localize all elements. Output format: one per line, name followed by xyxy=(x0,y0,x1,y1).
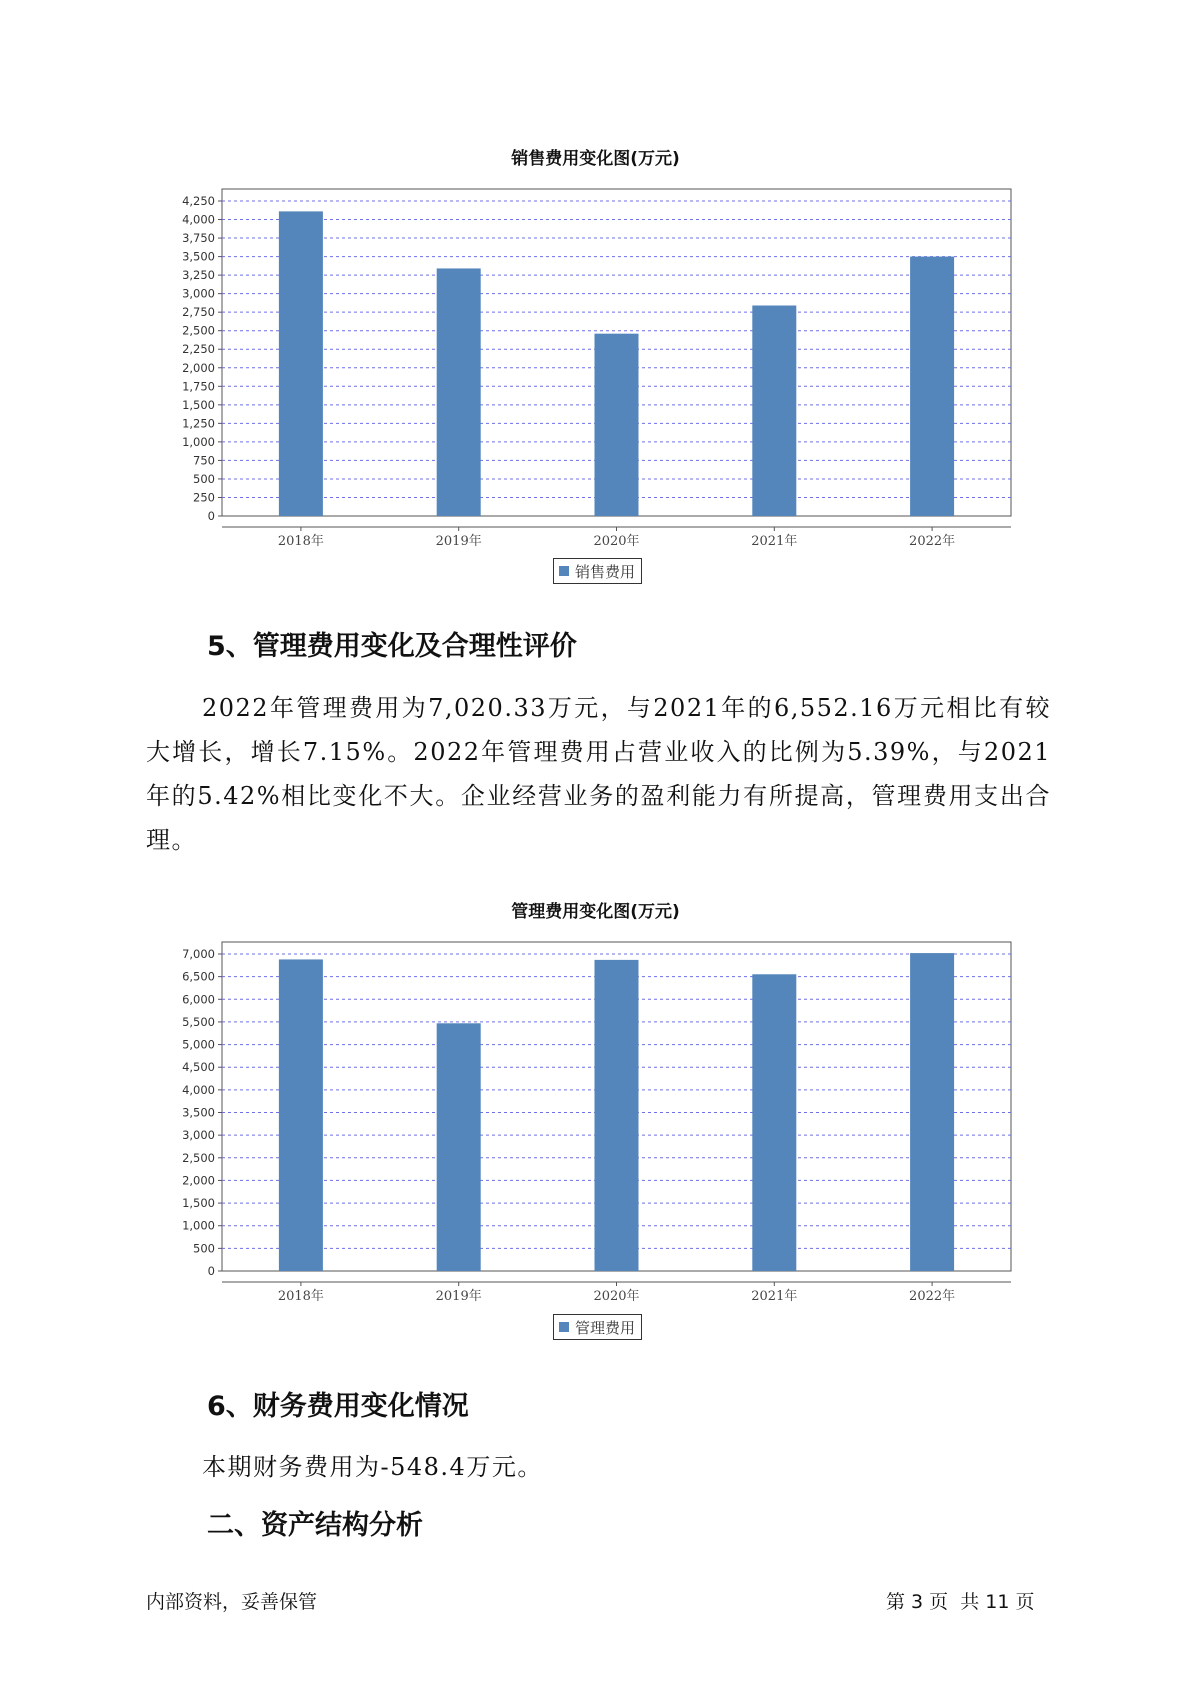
chart2-ytick-label: 1,000 xyxy=(182,1218,215,1233)
heading-finance-expense: 6、财务费用变化情况 xyxy=(207,1391,469,1422)
chart2-legend xyxy=(553,1314,642,1340)
chart2-ytick-label: 500 xyxy=(193,1241,215,1256)
heading-admin-expense: 5、管理费用变化及合理性评价 xyxy=(207,631,577,662)
chart2-xtick-label: 2018年 xyxy=(277,1289,324,1304)
chart2-bar xyxy=(437,1023,481,1271)
chart2-ytick-label: 6,000 xyxy=(182,992,215,1007)
chart2-xtick-label: 2022年 xyxy=(909,1289,956,1304)
chart2-ytick-label: 4,000 xyxy=(182,1082,215,1097)
chart2-ytick-label: 3,500 xyxy=(182,1105,215,1120)
chart1-title: 销售费用变化图(万元) xyxy=(511,149,680,169)
chart1-ytick-label: 2,000 xyxy=(182,360,215,375)
chart2-xtick-label: 2021年 xyxy=(751,1289,798,1304)
footer-note: 内部资料，妥善保管 xyxy=(146,1591,318,1613)
chart2-ytick-label: 0 xyxy=(207,1264,215,1278)
page-number: 第 3 页 共 11 页 xyxy=(886,1591,1035,1613)
chart1-xtick-label: 2020年 xyxy=(593,534,640,549)
chart1-ytick-label: 2,500 xyxy=(182,323,215,338)
heading-asset-structure: 二、资产结构分析 xyxy=(207,1510,423,1541)
chart1-ytick-label: 4,250 xyxy=(182,194,215,208)
chart1-ytick-label: 1,000 xyxy=(182,434,215,449)
paragraph-finance-expense: 本期财务费用为-548.4万元。 xyxy=(202,1453,543,1481)
chart1-ytick-label: 1,500 xyxy=(182,397,215,412)
chart2-ytick-label: 6,500 xyxy=(182,969,215,984)
chart2-bar xyxy=(910,953,954,1271)
chart1-xtick-label: 2019年 xyxy=(435,534,482,549)
chart2-ytick-label: 2,500 xyxy=(182,1150,215,1165)
chart2-ytick-label: 2,000 xyxy=(182,1173,215,1188)
paragraph-admin-expense: 2022年管理费用为7,020.33万元，与2021年的6,552.16万元相比有较大增长，增长7.15%。2022年管理费用占营业收入的比例为5.39%，与2021年的5.42%相比变化不大。企业经营业务的盈利能力有所提高，管理费用支出合理。 xyxy=(146,694,1051,854)
chart1-legend-label: 销售费用 xyxy=(575,562,636,581)
chart1-ytick-label: 1,250 xyxy=(182,416,215,431)
chart2-ytick-label: 4,500 xyxy=(182,1060,215,1075)
chart1-xtick-label: 2021年 xyxy=(751,534,798,549)
chart1-ytick-label: 3,500 xyxy=(182,249,215,264)
chart1-ytick-label: 4,000 xyxy=(182,212,215,227)
chart2-ytick-label: 1,500 xyxy=(182,1196,215,1211)
chart2-ytick-label: 5,500 xyxy=(182,1014,215,1029)
legend-swatch xyxy=(559,1322,569,1332)
chart2-bar xyxy=(595,960,639,1271)
chart1-ytick-label: 3,250 xyxy=(182,268,215,283)
chart2-xtick-label: 2020年 xyxy=(593,1289,640,1304)
chart1-xtick-label: 2018年 xyxy=(277,534,324,549)
chart2-xtick-label: 2019年 xyxy=(435,1289,482,1304)
chart2-bar xyxy=(752,974,796,1271)
chart1-xtick-label: 2022年 xyxy=(909,534,956,549)
chart1-ytick-label: 2,750 xyxy=(182,305,215,320)
chart2-ytick-label: 5,000 xyxy=(182,1037,215,1052)
chart1-ytick-label: 1,750 xyxy=(182,379,215,394)
chart2-ytick-label: 7,000 xyxy=(182,947,215,961)
chart1-ytick-label: 2,250 xyxy=(182,342,215,357)
chart1-ytick-label: 0 xyxy=(207,509,215,523)
chart1-ytick-label: 3,750 xyxy=(182,231,215,246)
chart2-title: 管理费用变化图(万元) xyxy=(511,902,680,922)
chart1-ytick-label: 3,000 xyxy=(182,286,215,301)
chart2-legend-label: 管理费用 xyxy=(575,1318,636,1337)
chart1-ytick-label: 250 xyxy=(193,490,215,505)
chart1-ytick-label: 750 xyxy=(193,453,215,468)
chart1-ytick-label: 500 xyxy=(193,471,215,486)
chart2-bar xyxy=(279,959,323,1271)
chart2-ytick-label: 3,000 xyxy=(182,1128,215,1143)
